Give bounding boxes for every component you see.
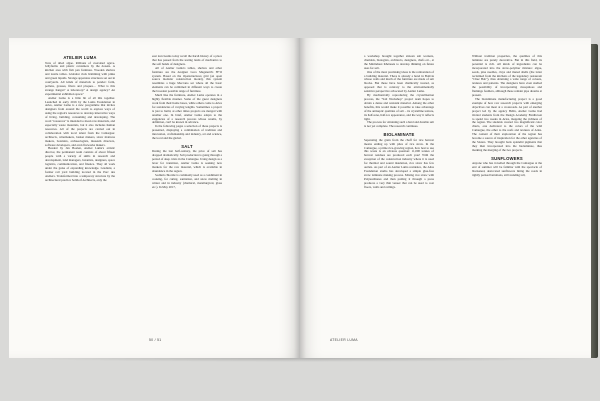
- paragraph: The biolaminate manufacturing project is a good example of how raw research projects with emerging objectives can meet at a crossroads. As part of another project led by the agency Bélin, Atelier Luma had invited students from the Design Academy Eindhoven to spend two weeks in Arles, mapping the richness of the region. The students created two magnificent color charts, one dedicated to the colors of the wild Camargue, the other to the reefs and textures of Arles. The content of their exploration of the region has become a source of inspiration for the other agencies of the Sisters. They brought back splendid pigments that they then incorporated into the biolaminate, thus marking the merging of the two projects.: [472, 96, 542, 152]
- paragraph: Atelier Luma is a little bit of all this together. Launched in early 2016 by the Luma Foundation in Arles, Atelier Luma is a new programme that invites designers from around the world to explore ways of using the region's resources to develop innovative ways of living, building, consuming and developing. The word "resources" is intended to mean raw materials, and especially waste materials, but it also includes human resources. All of the projects are carried out in collaboration with local talent from the Camargue: architects, winemakers, basket makers, straw mattress makers, botanists, archaeologists, museum directors, software developers, and even fireworks makers.: [45, 95, 115, 147]
- paragraph: Anyone who has travelled through the Camargue at the end of summer will be familiar with the spectacle of blackened, desiccated sunflowers lining the roads in tightly packed battalions, still standing tall,: [472, 161, 542, 177]
- running-footer: ATELIER LUMA: [330, 338, 358, 342]
- paragraph: Much like the furniture, Atelier Luma operates in a highly flexible manner. Some of the guest designers work from their home bases, while others come to Arles for residencies of varying lengths. Sometimes a project is just to build, at other times projects are merged with another one. In brief, Atelier Luma adapts to the exigencies of a research process whose results, by definition, can't be known in advance.: [152, 93, 222, 125]
- heading-salt: SALT: [181, 143, 193, 149]
- paragraph: Headed by Jan Boelen, Atelier Luma's artistic director, the permanent team consists of about fifteen people with a variety of skills in research and development, land managers, botanists, designers, space logistics, communication, and finance. They all work under the guise of expanding knowledge. Gradient, a former rail yard building located in the Parc des Ateliers. Transformed into a temporary structure by the architectural practice Selldorf Architects, only the: [45, 146, 115, 182]
- heading-biolaminate: BIOLAMINATE: [383, 132, 415, 138]
- section-sunflowers: [472, 156, 542, 178]
- paragraph: In the following pages a selection of these projects is presented, displaying a combination of tradition and innovation, craftsmanship and industry, art and science, the local and the global.: [152, 124, 222, 141]
- paragraph: Separating the grain from the chaff for rice harvest means ending up with piles of rice straw. In the Camargue, a prime rice-growing region, how best to use this waste is an obvious question: 11,000 tonnes of harvest residues are produced each year! With the exception of the construction industry where it is used for thermal and sound insulation, rice straw has few outlets. As part of an Atelier Luma residence, the Atlas Foundation studio has developed a simple glue-free straw laminate making process. Mixing rice straw with Polyurethanes and then putting it through a press produces a very thin veneer that can be used to coat floors, walls and ceilings.: [364, 137, 434, 189]
- right-page: [300, 38, 591, 358]
- paragraph: All of Atelier Luma's tables, shelves and other furniture are the designer Luca Maganetti's H+O system. Based on the Openstructures grid (an open source modular construction model), this system resembles a huge Meccano set where all the basic elements can be combined in different ways to create the broadest possible range of furniture.: [152, 65, 222, 94]
- paragraph: a workshop brought together sixteen salt workers, chemists, biologists, architects, designers, chefs etc., at the Mérindaux Khéresée to develop thinking on future uses for salt.: [364, 54, 434, 70]
- page-number: 50 / 51: [149, 338, 162, 342]
- paragraph: By mechanically reproducing the crystallisation process, the "Salt Workshop" project team hopes to obtain a dense and resistant material. Among the other benefits, this would make it possible to take advantage of the antiseptic qualities of salt – its crystalline texture, its half-tone, half-ice appearance, and the way it reflects light.: [364, 93, 434, 121]
- heading-sunflowers: SUNFLOWERS: [491, 155, 523, 161]
- heading-atelier-luma: ATELIER LUMA: [63, 55, 97, 60]
- right-column-2: [472, 55, 542, 178]
- section-biolaminate: [364, 132, 434, 189]
- paragraph: The process for obtaining such a hard and durable salt is not yet complete. The research continues.: [364, 120, 434, 129]
- paragraph: During the last half-century, the price of salt has dropped dramatically. Salt production is going through a period of deep crisis in the Camargue. Using design as a lever for transition, Atelier Luma is seeking new markets for the raw material, which is available in abundance in the region.: [152, 149, 222, 173]
- section-salt: [152, 144, 222, 190]
- paragraph: Without tradition properties, the qualities of this laminate are purely decorative. But in this field, its potential is rich. All kinds of ingredients can be incorporated into the straw-polymer mixture: algae, seeds, pine needles, clays and muted shells (the latter reclaimed from the kitchens of the legendary restaurant "Chez Bob"), thus obtaining a wide range of colours, textures and patterns. The designers have even studied the possibility of incorporating mosquitoes and flamingo feathers, although these remain pipe dreams at present.: [472, 54, 542, 98]
- open-book: [9, 38, 591, 358]
- right-column-1: [364, 55, 434, 190]
- paragraph: One of the most promising ideas is the reinvention of a building material. There is already a hotel in Bolivia whose walls and much of the furniture are made of salt blocks. But these have been chemically treated, as opposed that is contrary to the environmentally sensitive perspective advocated by Atelier Luma.: [364, 69, 434, 94]
- paragraph: east iron beams today recall the harsh history of a place that has passed from the testing lands of mechanics to the soft hands of designers.: [152, 54, 222, 66]
- left-column-2: [152, 55, 222, 190]
- left-page: [9, 38, 300, 358]
- left-column-1: [45, 55, 115, 183]
- paragraph: Sodium chloride is commonly used as a condiment in cooking, for curing, sanitation, and snow melting in winter and in industry (chemical, metallurgical, glass etc.). In May 2017,: [152, 172, 222, 189]
- paragraph: Tons of dried algae. Ribbons of oversized agave. Jellyfarms and plastic containers by the dozens. A kitchen area with fish pan furniture. Wooden shelves and trestle tables. Globular vials brimming with pinks and green liquids. Strange apparatus structures set out in courtyards. All kinds of materials to ponder: farm, pollens, grasses, fibers and plaques… What is this strange hangar? A laboratory? A design agency? An experimental exhibition space?: [45, 60, 115, 96]
